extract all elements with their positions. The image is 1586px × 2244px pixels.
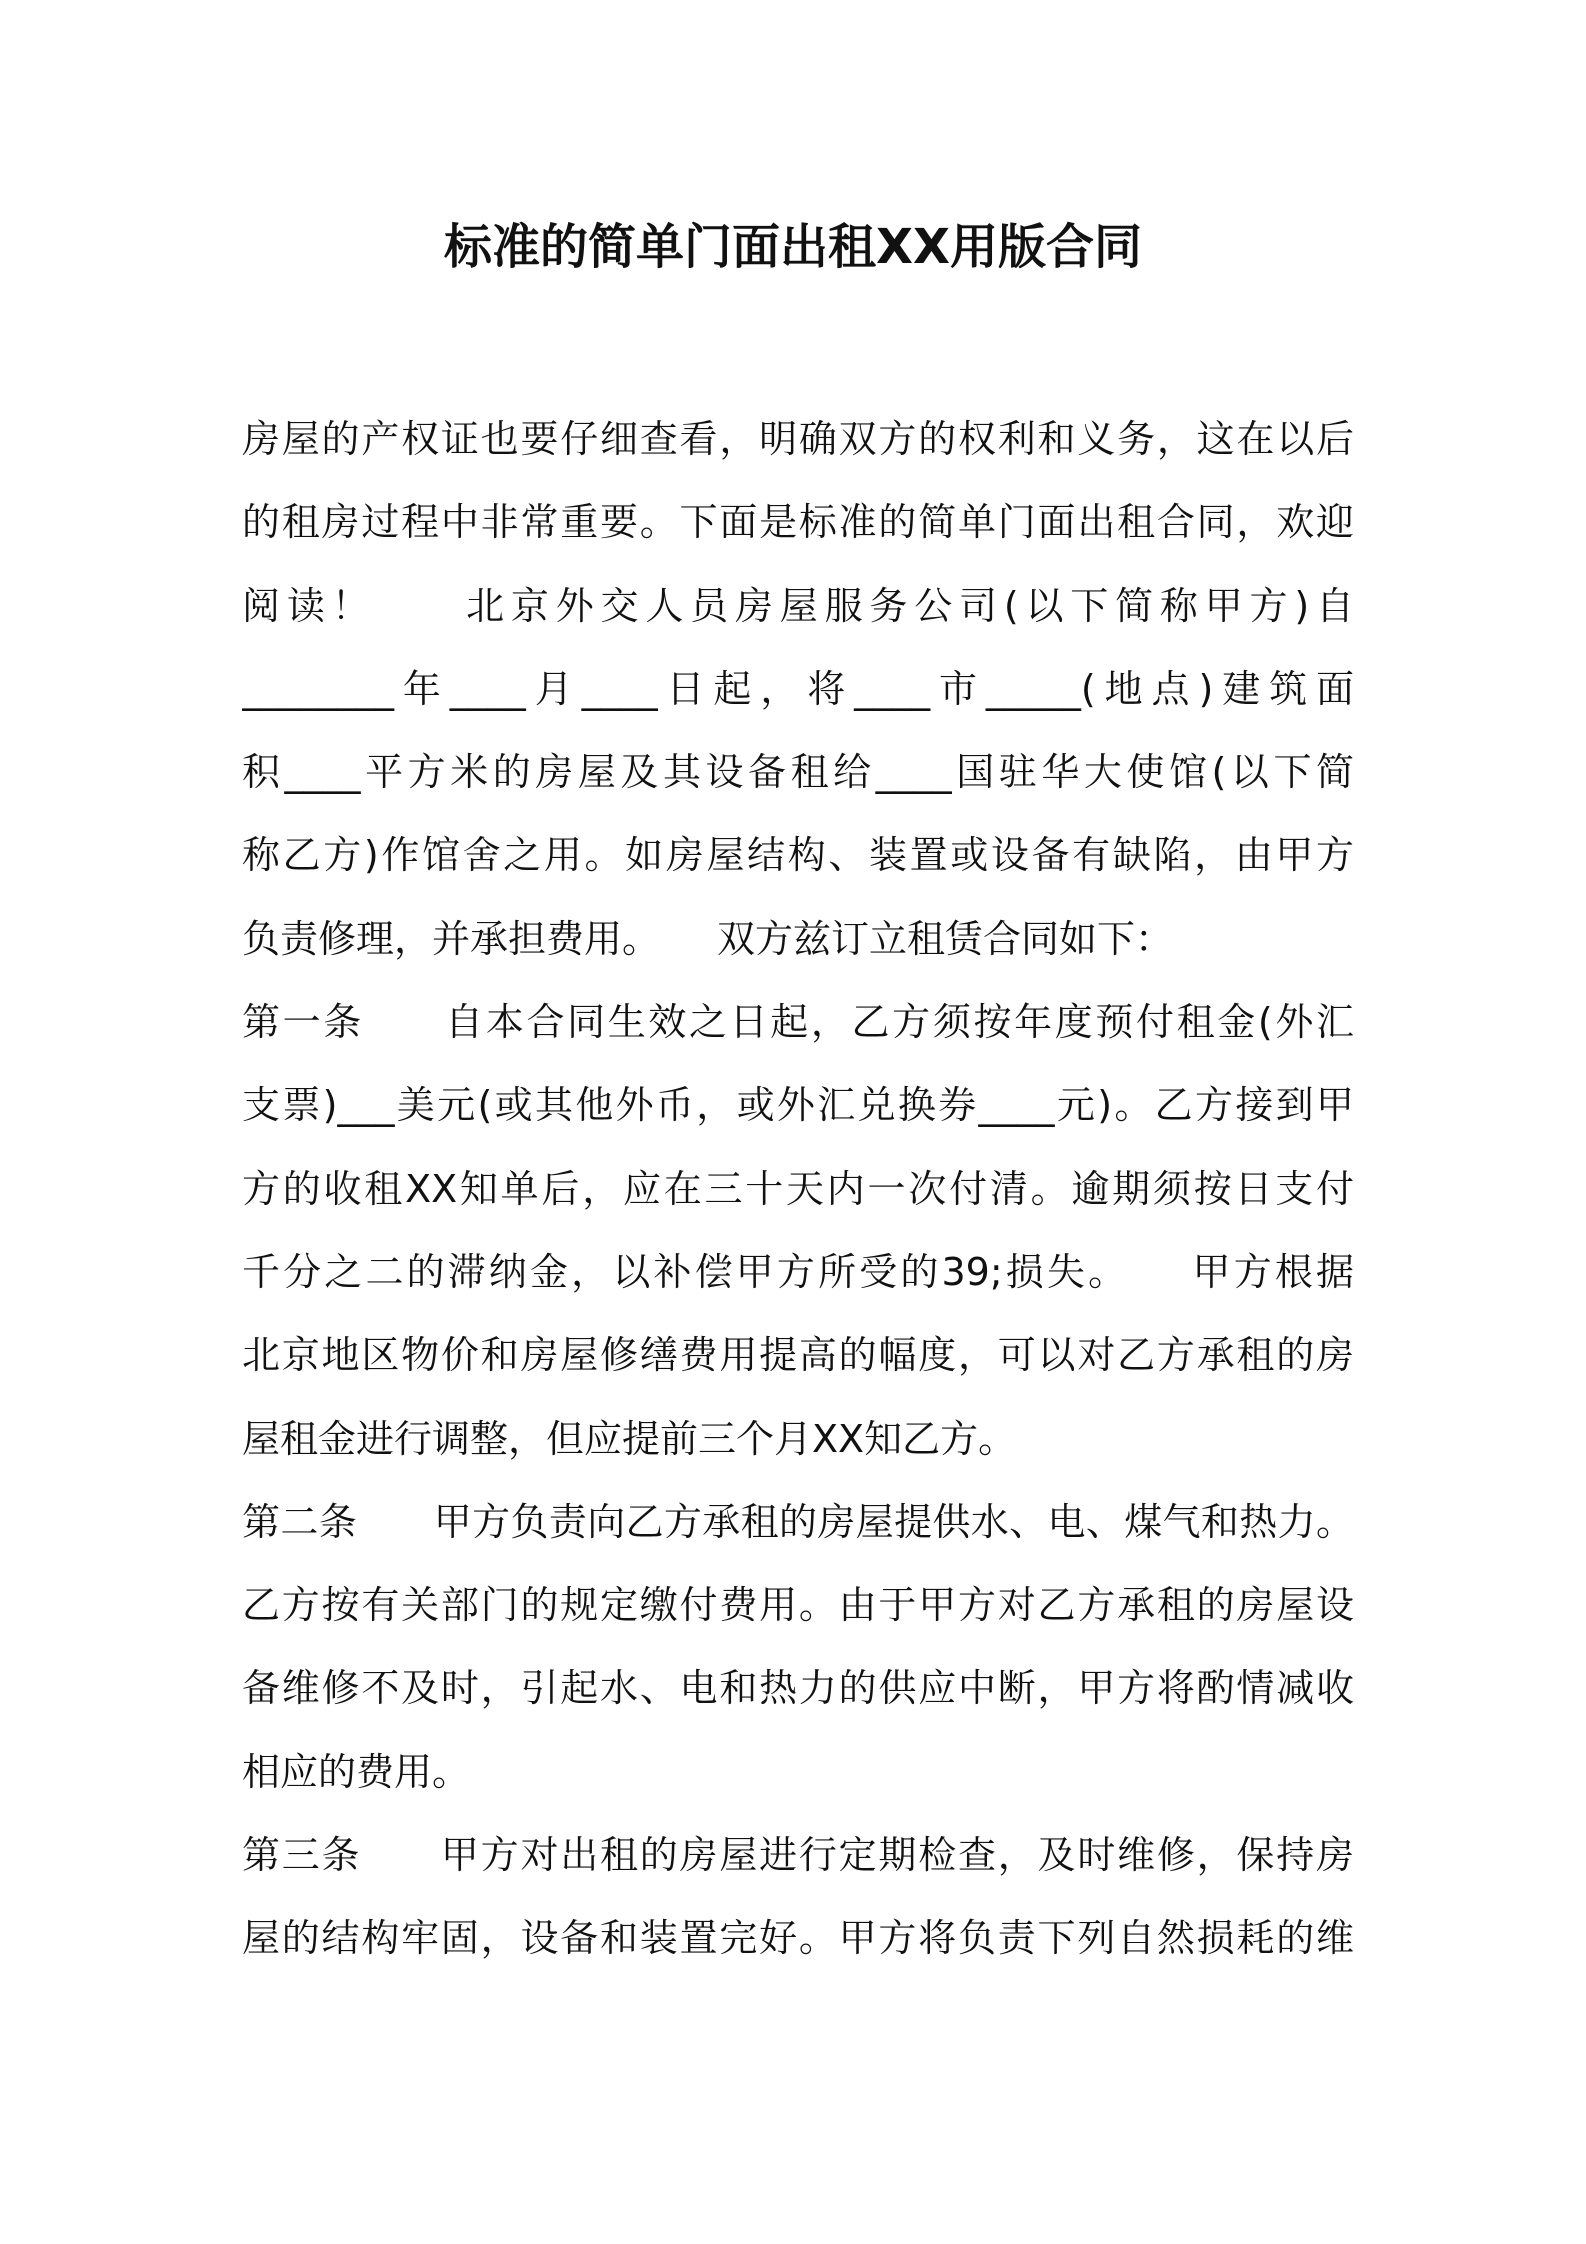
body-line: 第三条 甲方对出租的房屋进行定期检查，及时维修，保持房 (242, 1833, 1354, 1878)
body-line: 的租房过程中非常重要。下面是标准的简单门面出租合同，欢迎 (242, 500, 1354, 545)
body-line: 备维修不及时，引起水、电和热力的供应中断，甲方将酌情减收 (242, 1666, 1354, 1711)
body-line: 相应的费用。 (242, 1749, 471, 1794)
body-line: 第一条 自本合同生效之日起，乙方须按年度预付租金(外汇 (242, 1000, 1354, 1045)
document-body (242, 398, 1354, 1981)
body-line: 屋的结构牢固，设备和装置完好。甲方将负责下列自然损耗的维 (242, 1916, 1354, 1961)
body-line: ________年____月____日起，将____市_____(地点)建筑面 (242, 666, 1354, 711)
body-line: 第二条 甲方负责向乙方承租的房屋提供水、电、煤气和热力。 (242, 1499, 1354, 1544)
body-line: 阅读！ 北京外交人员房屋服务公司(以下简称甲方)自 (242, 583, 1354, 628)
body-line: 负责修理，并承担费用。 双方兹订立租赁合同如下： (242, 916, 1174, 961)
body-line: 支票)___美元(或其他外币，或外汇兑换券____元)。乙方接到甲 (242, 1083, 1354, 1128)
document-title: 标准的简单门面出租XX用版合同 (443, 219, 1143, 275)
body-line: 房屋的产权证也要仔细查看，明确双方的权利和义务，这在以后 (242, 417, 1354, 461)
body-line: 称乙方)作馆舍之用。如房屋结构、装置或设备有缺陷，由甲方 (242, 833, 1354, 878)
body-line: 千分之二的滞纳金，以补偿甲方所受的39;损失。 甲方根据 (242, 1249, 1354, 1294)
body-line: 方的收租XX知单后，应在三十天内一次付清。逾期须按日支付 (242, 1166, 1354, 1211)
body-line: 积____平方米的房屋及其设备租给____国驻华大使馆(以下简 (242, 750, 1354, 795)
body-line: 北京地区物价和房屋修缮费用提高的幅度，可以对乙方承租的房 (242, 1333, 1354, 1378)
body-line: 屋租金进行调整，但应提前三个月XX知乙方。 (242, 1416, 1017, 1461)
body-line: 乙方按有关部门的规定缴付费用。由于甲方对乙方承租的房屋设 (242, 1583, 1354, 1628)
